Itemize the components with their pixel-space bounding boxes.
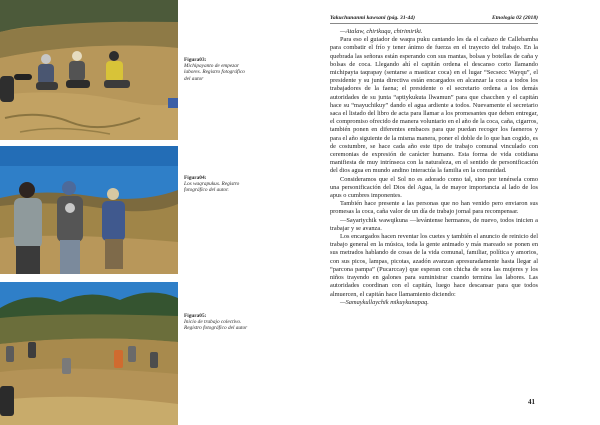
paragraph: —Sayariychik wawqikuna —levántense hermanos, de nuevo, todos inicien a trabajar y se avanza. bbox=[330, 216, 538, 232]
paragraph: Para eso el guiador de waqra puku cantando les da el cañazo de Callebamba para combatir el frío y tener ánimo de fuerza en el trayecto del trabajo. En la quebrada las señoras están esperando con sus mantas, bolsas y botellas de caña y bolsas de coca. Llegando ahí el capitán ordena el descanso corto llamando michipayta taqrapay (sentarse a masticar coca) en el lugar “Secsecc Wayqu”, el presidente y su junta directiva están encargados en alcanzar la coca a todos los trabajadores de la faena; el presidente o el secretario ordena a los demás autoridades de su junta “aptiykukuta llwamun” para que chacchen y el capitán hace su “mayuchikuy” dando el agua ardiente a todos. Nuevamente el secretario saca el listado del libro de acta para llamar a los promesantes que deben entregar, el compromiso ofrecido de manera voluntario en el año de la coca, caña, cigarros, también ponen en diferentes embaces para que puedan recoger los faeneros y para el año siguiente de la misma manera, poner el doble de lo que han cogido, es de costumbre, se hace cada año este tipo de trabajo comunal vinculado con ceremonias de expresión de carácter humano. Esta forma de vida cotidiana manifiesta de muy intrínseca con la naturaleza, en el sentido de personificación del dios agua en mundo andino interactúa la familia en la comunidad. bbox=[330, 36, 538, 175]
figure-caption-text: Los waqrapukus. Registro fotográfico del autor. bbox=[184, 181, 240, 194]
figure-label: Figura04: bbox=[184, 175, 207, 181]
paragraph: Los encargados hacen reventar los cuetes y también el anuncio de reinicio del trabajo general en la música, toda la gente animado y más mareado se ponen en sus metrados hablando de cosas de la vida comunal, familiar, política y amorios, con sus picos, lampas, picotas, azadón avanzan apresuradamente hasta llegar al “parcona pampa” (Pucarccay) que esperan con chicha de sora las mujeres y los niños trayendo en galones para suministrar cuando termina las labores. Las autoridades coordinan con el capitán, luego hace descansar para que todos almuercen, el capitán hace llamamiento diciendo: bbox=[330, 233, 538, 298]
running-head bbox=[330, 15, 538, 24]
page-number: 41 bbox=[528, 398, 535, 406]
paragraph: Consideramos que el Sol no es adorado como tal, sino por tenérsela como una personificación del Dios del Agua, la de mayor importancia al lado de los apus o cumbres imponentes. bbox=[330, 175, 538, 200]
paragraph: —Atalaw, chirikuqa, chirimiriki. bbox=[340, 28, 423, 35]
running-head-left: Yakuchunanmi kawsani (pág. 31-44) bbox=[330, 15, 415, 21]
article-body bbox=[330, 28, 538, 390]
figure-label: Figura05: bbox=[184, 313, 207, 319]
figure-caption-text: Michipayanto de empezar labores. Registro fotográfico del autor bbox=[184, 63, 245, 82]
figure-03-photo bbox=[0, 0, 178, 140]
figure-label: Figura03: bbox=[184, 57, 207, 63]
figure-05-caption bbox=[184, 313, 250, 332]
figure-03-caption bbox=[184, 57, 250, 82]
running-head-right: Etnología 02 (2018) bbox=[492, 15, 538, 21]
figure-caption-text: Inicio de trabajo colectivo. Registro fotográfico del autor bbox=[184, 319, 248, 332]
paragraph: También hace presente a las personas que no han venido pero enviaron sus promesas la coca, caña valor de un día de trabajo jornal para recompensar. bbox=[330, 200, 538, 216]
figure-04-caption bbox=[184, 175, 250, 194]
figure-05-photo bbox=[0, 282, 178, 425]
paragraph: —Samaykullaychik mikuykunapaq. bbox=[340, 298, 429, 306]
figure-04-photo bbox=[0, 146, 178, 274]
